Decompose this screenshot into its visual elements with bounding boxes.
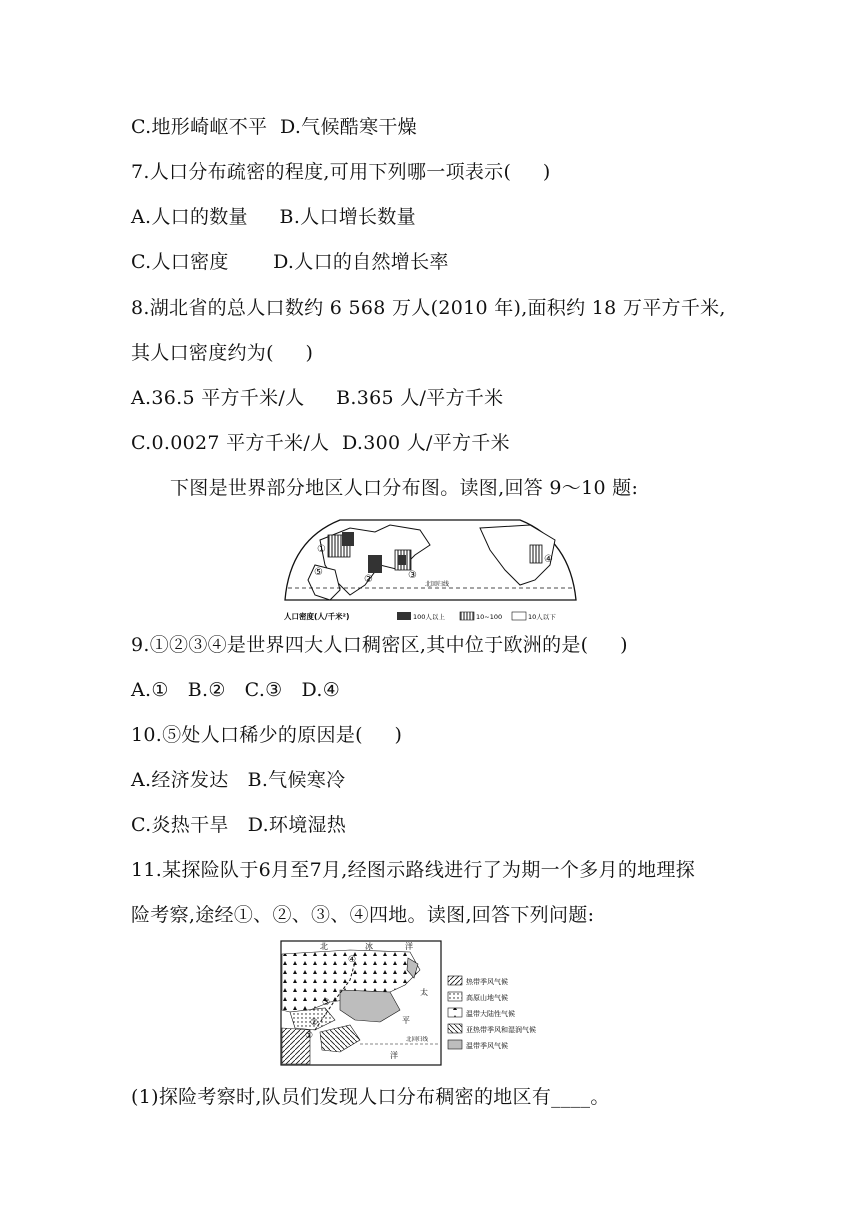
- options-7ab: A.人口的数量 B.人口增长数量: [131, 206, 416, 228]
- map2-marker-3: ③: [322, 998, 331, 1008]
- options-8cd: C.0.0027 平方千米/人 D.300 人/平方千米: [131, 432, 510, 454]
- map2-legend-3: 温带大陆性气候: [466, 1010, 515, 1018]
- map1-marker-5: ⑤: [314, 567, 323, 578]
- map2-ocean-label-4: 太: [420, 988, 428, 997]
- map2-legend-2: 高原山地气候: [466, 994, 508, 1002]
- question-10: 10.⑤处人口稀少的原因是( ): [131, 724, 403, 746]
- question-11: 11.某探险队于6月至7月,经图示路线进行了为期一个多月的地理探: [131, 859, 696, 881]
- options-10cd: C.炎热干旱 D.环境湿热: [131, 814, 347, 836]
- map2-tropic-label: 北回归线: [406, 1037, 429, 1043]
- map2-marker-1: ①: [305, 1031, 314, 1041]
- question-11-part-1: (1)探险考察时,队员们发现人口分布稠密的地区有____。: [131, 1086, 610, 1108]
- map2-ocean-label-1: 北: [320, 942, 328, 951]
- world-population-map: [280, 510, 580, 626]
- map2-legend-1: 热带季风气候: [466, 978, 508, 986]
- map2-marker-2: ②: [310, 1018, 319, 1028]
- map2-ocean-label-5: 平: [402, 1016, 410, 1025]
- map2-marker-4: ④: [348, 955, 357, 965]
- map2-ocean-label-2: 冰: [365, 942, 373, 951]
- map2-ocean-label-6: 洋: [390, 1051, 398, 1060]
- map1-marker-4: ④: [544, 554, 553, 565]
- map1-legend-high: 100人以上: [413, 613, 445, 621]
- map1-marker-3: ③: [408, 570, 417, 581]
- map1-legend-mid: 10~100: [476, 613, 503, 621]
- options-8ab: A.36.5 平方千米/人 B.365 人/平方千米: [131, 387, 504, 409]
- question-11-cont: 险考察,途经①、②、③、④四地。读图,回答下列问题:: [131, 904, 595, 926]
- map2-ocean-label-3: 洋: [405, 942, 413, 951]
- options-7cd: C.人口密度 D.人口的自然增长率: [131, 251, 449, 273]
- question-8-cont: 其人口密度约为( ): [131, 342, 314, 364]
- question-9: 9.①②③④是世界四大人口稠密区,其中位于欧洲的是( ): [131, 634, 628, 656]
- options-10ab: A.经济发达 B.气候寒冷: [131, 769, 346, 791]
- asia-climate-map: [280, 940, 590, 1068]
- options-9: A.① B.② C.③ D.④: [131, 679, 341, 701]
- question-7: 7.人口分布疏密的程度,可用下列哪一项表示( ): [131, 161, 551, 183]
- map1-legend-low: 10人以下: [528, 613, 556, 621]
- map1-marker-1: ①: [317, 544, 326, 555]
- map1-marker-2: ②: [364, 574, 373, 585]
- map2-legend-5: 温带季风气候: [466, 1042, 508, 1050]
- map2-legend-4: 亚热带季风和湿润气候: [466, 1026, 536, 1034]
- map1-tropic-label: 北回归线: [425, 581, 450, 588]
- question-8: 8.湖北省的总人口数约 6 568 万人(2010 年),面积约 18 万平方千米,: [131, 297, 726, 319]
- option-line-6cd: C.地形崎岖不平 D.气候酷寒干燥: [131, 116, 417, 138]
- map1-legend-title: 人口密度(人/千米²): [284, 612, 350, 621]
- map-intro: 下图是世界部分地区人口分布图。读图,回答 9～10 题:: [170, 477, 639, 499]
